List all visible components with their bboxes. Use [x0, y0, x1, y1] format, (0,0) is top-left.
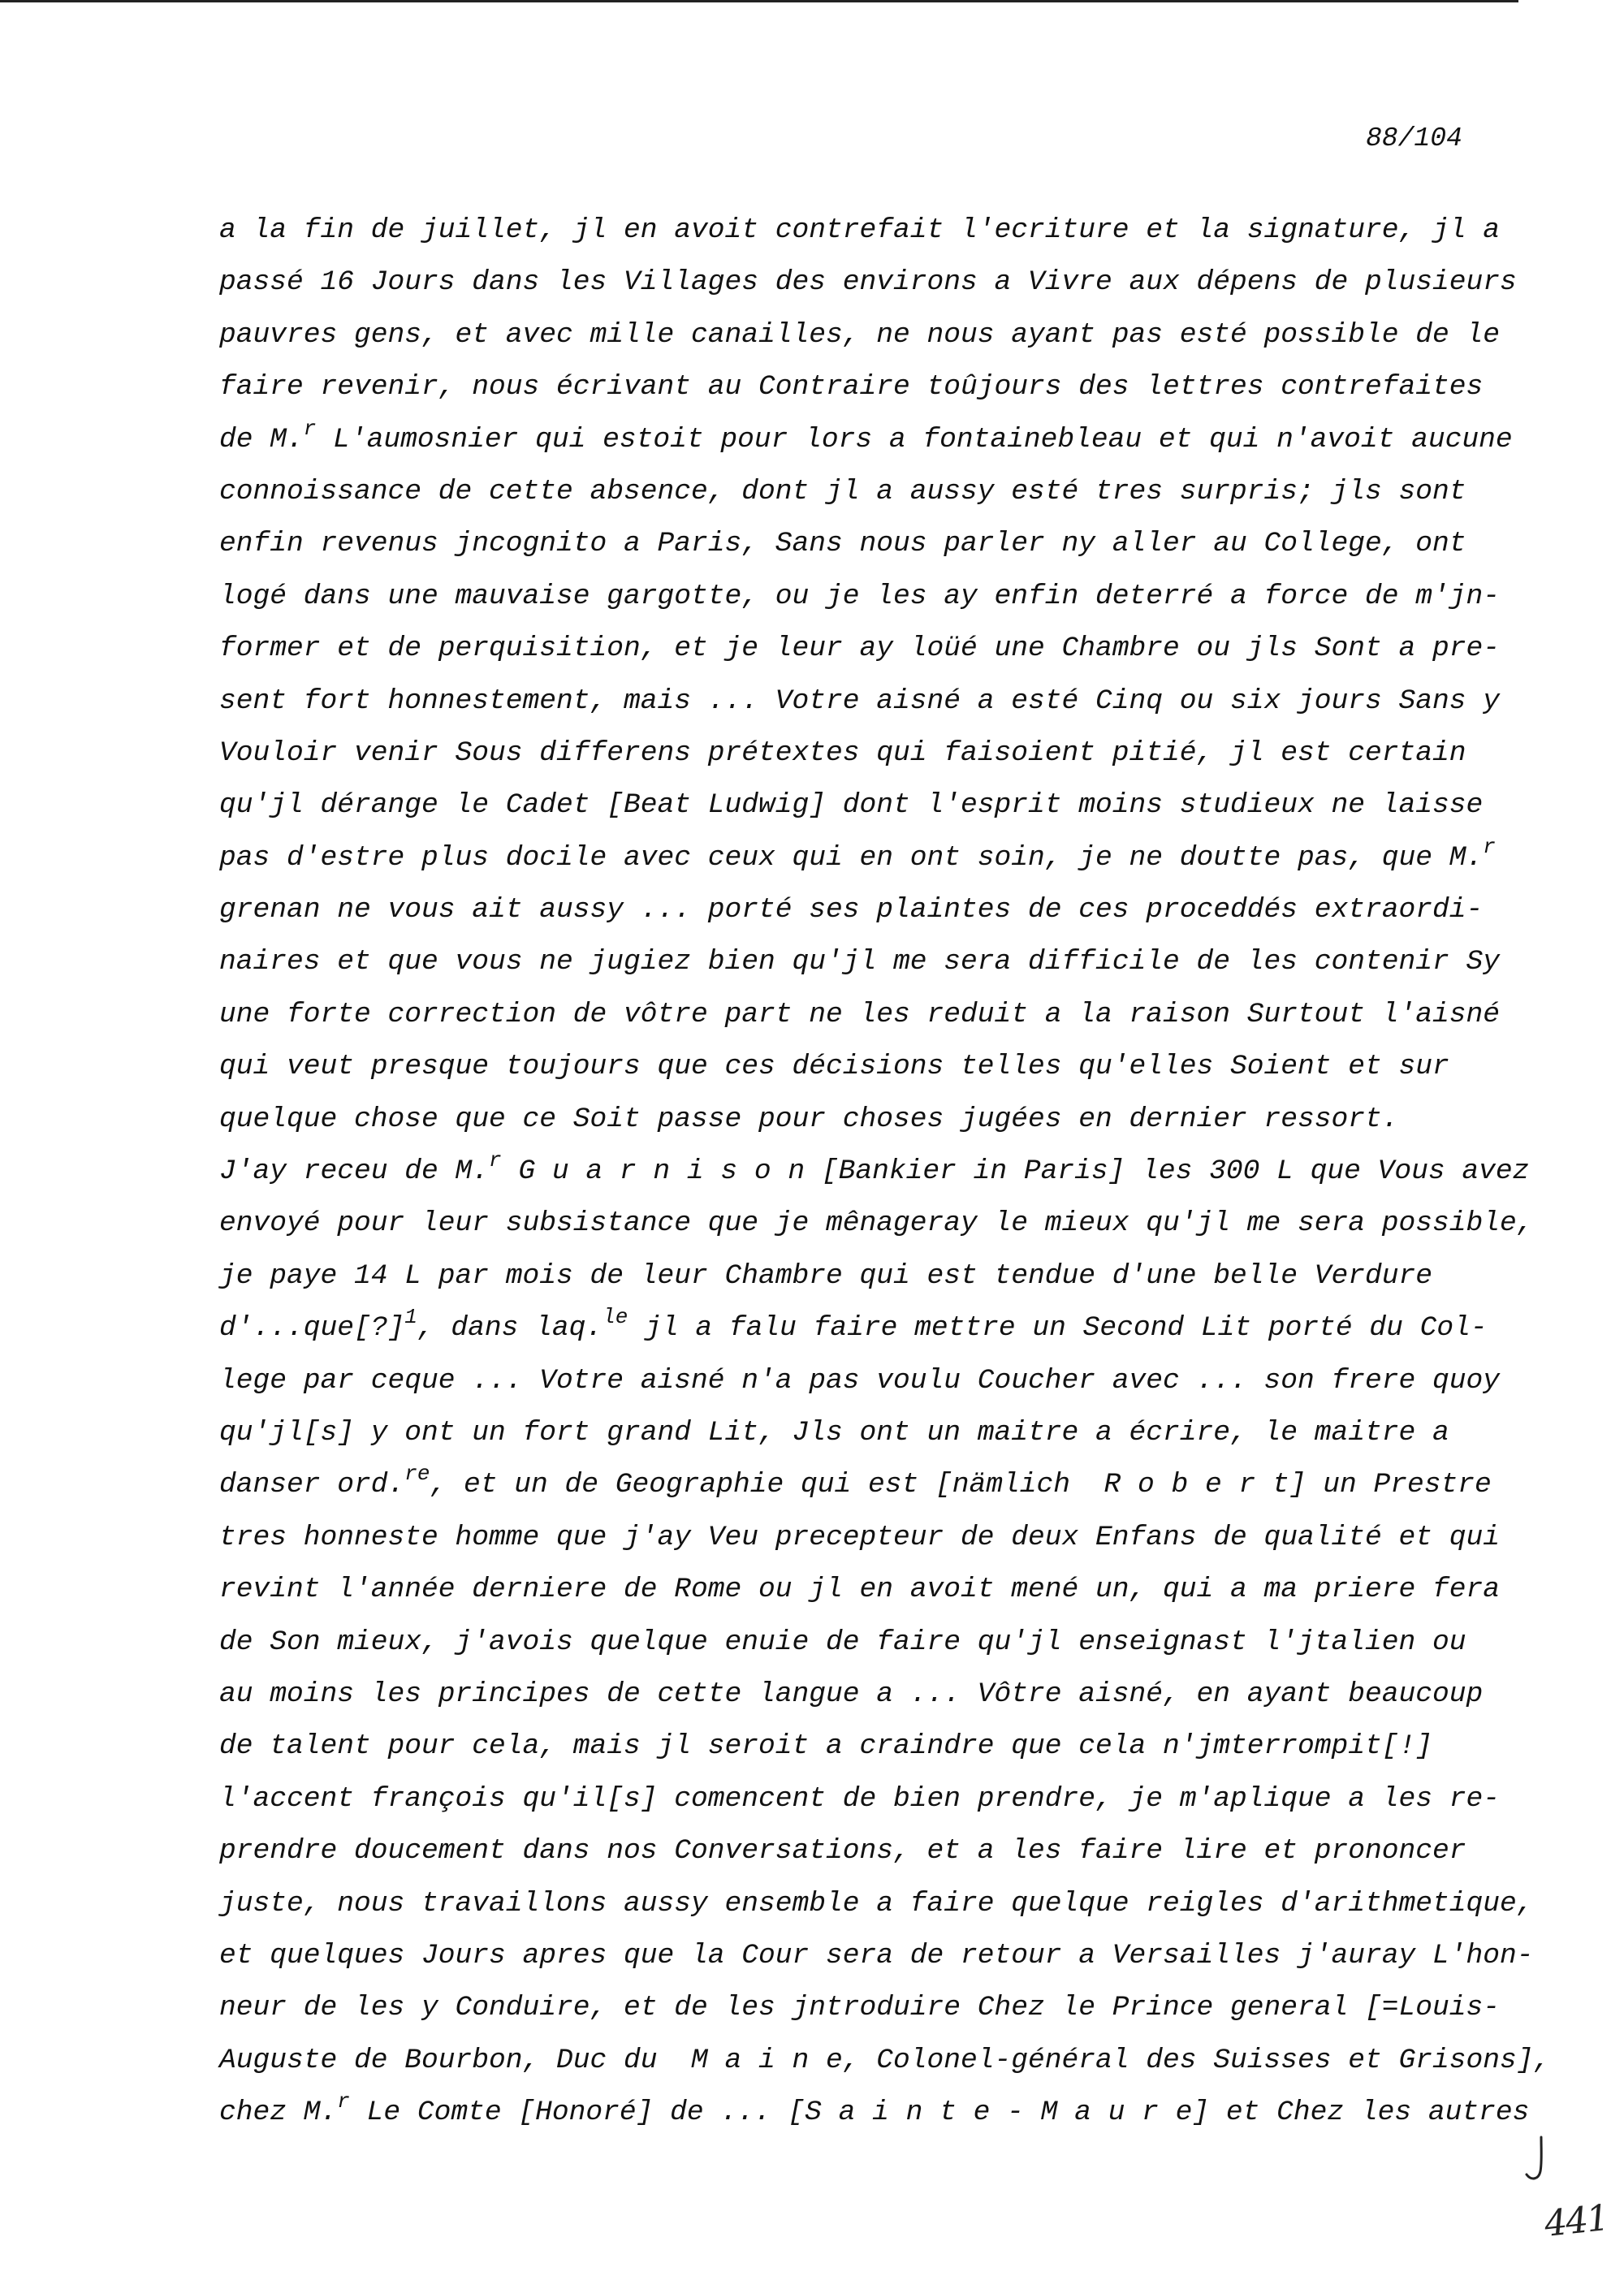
text-segment: Le Comte [Honoré] de ... [S a i n t e - M a u r e] et Chez les autres: [349, 2097, 1530, 2129]
superscript: r: [303, 416, 317, 441]
text-segment: qu'jl[s] y ont un fort grand Lit, Jls ont un maitre a écrire, le maitre a: [219, 1416, 1449, 1449]
text-line: [219, 264, 1518, 316]
superscript: le: [603, 1305, 628, 1330]
text-segment: revint l'année derniere de Rome ou jl en avoit mené un, qui a ma priere fera: [219, 1574, 1501, 1606]
text-segment: Auguste de Bourbon, Duc du M a i n e, Colonel-général des Suisses et Grisons],: [219, 2044, 1551, 2076]
handwritten-check-mark: [1523, 2136, 1548, 2184]
text-line: [219, 525, 1518, 577]
text-line: [219, 1148, 1530, 1205]
text-line: [219, 944, 1518, 995]
text-line: [219, 1205, 1534, 1257]
text-segment: jl a falu faire mettre un Second Lit porté du Col-: [628, 1312, 1488, 1345]
text-segment: d'...que[?]: [219, 1312, 405, 1345]
superscript: re: [404, 1462, 430, 1487]
text-line: [219, 473, 1518, 525]
text-segment: au moins les principes de cette langue a ... Vôtre aisné, en ayant beaucoup: [219, 1678, 1484, 1710]
page-number: 88/104: [1366, 123, 1462, 153]
text-segment: de talent pour cela, mais jl seroit a craindre que cela n'jmterrompit[!]: [219, 1730, 1433, 1763]
superscript: r: [1483, 834, 1496, 859]
text-segment: a la fin de juillet, jl en avoit contrefait l'ecriture et la signature, jl a: [219, 214, 1501, 246]
text-segment: l'accent françois qu'il[s] comencent de bien prendre, je m'aplique a les re-: [219, 1782, 1501, 1815]
text-line: [219, 1462, 1518, 1518]
text-line: [219, 212, 1518, 264]
text-line: [219, 1781, 1518, 1833]
text-segment: de M.: [219, 423, 304, 456]
text-line: [219, 735, 1518, 787]
text-line: [219, 1676, 1518, 1728]
text-segment: former et de perquisition, et je leur ay loüé une Chambre ou jls Sont a pre-: [219, 633, 1501, 665]
text-line: [219, 2089, 1530, 2146]
text-segment: G u a r n i s o n [Bankier in Paris] les 300 L que Vous avez: [501, 1155, 1530, 1188]
text-segment: danser ord.: [219, 1469, 405, 1501]
text-segment: une forte correction de vôtre part ne les reduit a la raison Surtout l'aisné: [219, 998, 1501, 1030]
text-line: [219, 787, 1518, 839]
text-segment: tres honneste homme que j'ay Veu precepteur de deux Enfans de qualité et qui: [219, 1521, 1501, 1553]
text-segment: J'ay receu de M.: [219, 1155, 490, 1188]
text-line: [219, 996, 1518, 1048]
text-segment: lege par ceque ... Votre aisné n'a pas voulu Coucher avec ... son frere quoy: [219, 1364, 1501, 1397]
text-line: [219, 1258, 1518, 1310]
text-segment: neur de les y Conduire, et de les jntroduire Chez le Prince general [=Louis-: [219, 1992, 1501, 2024]
text-line: [219, 416, 1518, 473]
text-segment: , et un de Geographie qui est [nämlich R o b e r t] un Prestre: [430, 1469, 1492, 1501]
text-segment: faire revenir, nous écrivant au Contraire toûjours des lettres contrefaites: [219, 371, 1484, 404]
text-segment: envoyé pour leur subsistance que je mênageray le mieux qu'jl me sera possible,: [219, 1207, 1534, 1240]
text-line: [219, 369, 1518, 421]
text-segment: naires et que vous ne jugiez bien qu'jl me sera difficile de les contenir Sy: [219, 946, 1501, 978]
superscript: r: [489, 1148, 502, 1173]
superscript: 1: [404, 1305, 417, 1330]
text-line: [219, 2042, 1551, 2094]
handwritten-archive-number: 441: [1542, 2197, 1610, 2245]
text-line: [219, 1833, 1518, 1885]
text-line: [219, 1571, 1518, 1623]
text-line: [219, 578, 1518, 630]
text-segment: prendre doucement dans nos Conversations, et a les faire lire et prononcer: [219, 1835, 1466, 1868]
text-segment: de Son mieux, j'avois quelque enuie de faire qu'jl enseignast l'jtalien ou: [219, 1626, 1466, 1658]
text-line: [219, 630, 1518, 682]
text-segment: je paye 14 L par mois de leur Chambre qui est tendue d'une belle Verdure: [219, 1259, 1433, 1292]
text-segment: pas d'estre plus docile avec ceux qui en ont soin, je ne doutte pas, que M.: [219, 841, 1484, 874]
text-segment: et quelques Jours apres que la Cour sera de retour a Versailles j'auray L'hon-: [219, 1939, 1534, 1972]
text-segment: passé 16 Jours dans les Villages des environs a Vivre aux dépens de plusieurs: [219, 266, 1517, 299]
text-segment: quelque chose que ce Soit passe pour choses jugées en dernier ressort.: [219, 1103, 1399, 1135]
text-line: [219, 683, 1518, 735]
text-segment: Vouloir venir Sous differens prétextes qui faisoient pitié, jl est certain: [219, 736, 1466, 769]
text-segment: enfin revenus jncognito a Paris, Sans nous parler ny aller au College, ont: [219, 528, 1466, 560]
text-line: [219, 1989, 1518, 2041]
text-segment: pauvres gens, et avec mille canailles, ne nous ayant pas esté possible de le: [219, 318, 1501, 351]
letter-body: [219, 212, 1551, 2146]
text-line: [219, 1414, 1518, 1466]
text-line: [219, 1519, 1518, 1571]
text-line: [219, 317, 1518, 369]
superscript: r: [337, 2089, 350, 2114]
text-segment: connoissance de cette absence, dont jl a aussy esté tres surpris; jls sont: [219, 475, 1466, 507]
text-segment: qui veut presque toujours que ces décisions telles qu'elles Soient et sur: [219, 1051, 1449, 1083]
text-line: [219, 1728, 1518, 1780]
text-segment: qu'jl dérange le Cadet [Beat Ludwig] dont l'esprit moins studieux ne laisse: [219, 789, 1484, 822]
text-segment: grenan ne vous ait aussy ... porté ses plaintes de ces proceddés extraordi-: [219, 894, 1484, 926]
text-line: [219, 1624, 1518, 1676]
text-segment: juste, nous travaillons aussy ensemble a faire quelque reigles d'arithmetique,: [219, 1887, 1534, 1920]
text-line: [219, 1305, 1518, 1362]
text-segment: , dans laq.: [417, 1312, 603, 1345]
text-segment: chez M.: [219, 2097, 338, 2129]
text-segment: sent fort honnestement, mais ... Votre aisné a esté Cinq ou six jours Sans y: [219, 685, 1501, 717]
text-line: [219, 1937, 1534, 1989]
text-line: [219, 834, 1518, 892]
top-border-line: [0, 0, 1518, 2]
text-segment: logé dans une mauvaise gargotte, ou je les ay enfin deterré a force de m'jn-: [219, 580, 1501, 612]
text-segment: L'aumosnier qui estoit pour lors a fontainebleau et qui n'avoit aucune: [316, 423, 1513, 456]
text-line: [219, 1363, 1518, 1414]
text-line: [219, 1048, 1518, 1100]
text-line: [219, 1885, 1534, 1937]
text-line: [219, 1101, 1518, 1153]
text-line: [219, 892, 1518, 944]
